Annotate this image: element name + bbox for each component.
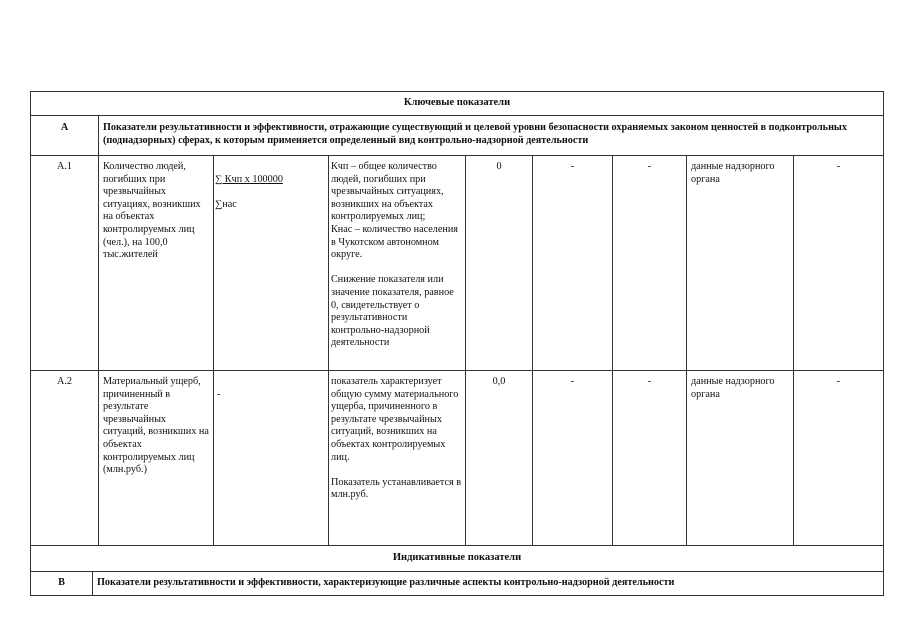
row-name: Материальный ущерб, причиненный в результате чрезвычайных ситуаций, возникших на объектах контролируемых лиц (млн.руб.) bbox=[99, 370, 214, 545]
row-source: данные надзорного органа bbox=[687, 370, 794, 545]
row-code: А.2 bbox=[31, 370, 99, 545]
section-b-code: В bbox=[31, 572, 93, 595]
row-formula bbox=[214, 155, 329, 370]
row-col9: - bbox=[836, 161, 841, 172]
formula-numerator: - bbox=[217, 388, 221, 400]
table-row bbox=[30, 370, 884, 546]
section-a-code: А bbox=[31, 115, 99, 155]
row-col9: - bbox=[836, 376, 841, 387]
section-a-text: Показатели результативности и эффективности, отражающие существующий и целевой уровни безопасности охраняемых законом ценностей в подконтрольных (поднадзорных) сферах, к которым применяется определенный вид контрольно-надзорной деятельности bbox=[103, 122, 847, 146]
section-a-row bbox=[30, 115, 884, 156]
row-source: данные надзорного органа bbox=[687, 155, 794, 370]
row-formula bbox=[214, 370, 329, 545]
row-col7: - bbox=[613, 370, 687, 545]
formula-denominator: ∑нас bbox=[215, 198, 237, 210]
formula-numerator: ∑ Кчп х 100000 bbox=[215, 173, 283, 185]
row-col7: - bbox=[613, 155, 687, 370]
row-col6: - bbox=[533, 155, 613, 370]
table-row bbox=[30, 155, 884, 371]
row-comment: Кчп – общее количество людей, погибших при чрезвычайных ситуациях, возникших на объектах контролируемых лиц; Кнас – количество населения в Чукотском автономном округе. Снижение показателя или значение показателя, равное 0, свидетельствует о результативности контрольно-надзорной деятельности bbox=[329, 155, 466, 370]
row-code: А.1 bbox=[31, 155, 99, 370]
key-indicators-header bbox=[30, 91, 884, 116]
row-name: Количество людей, погибших при чрезвычайных ситуациях, возникших на объектах контролируемых лиц (чел.), на 100,0 тыс.жителей bbox=[99, 155, 214, 370]
indicative-indicators-title: Индикативные показатели bbox=[392, 552, 522, 563]
row-col6: - bbox=[533, 370, 613, 545]
row-value: 0 bbox=[466, 155, 533, 370]
section-b-text: Показатели результативности и эффективности, характеризующие различные аспекты контрольно-надзорной деятельности bbox=[97, 577, 675, 588]
row-value: 0,0 bbox=[466, 370, 533, 545]
section-b-row bbox=[30, 571, 884, 596]
key-indicators-title: Ключевые показатели bbox=[403, 97, 511, 108]
row-comment: показатель характеризует общую сумму материального ущерба, причиненного в результате чрезвычайных ситуаций, возникших на объектах контролируемых лиц. Показатель устанавливается в млн.руб. bbox=[329, 370, 466, 545]
indicative-indicators-header bbox=[30, 545, 884, 572]
